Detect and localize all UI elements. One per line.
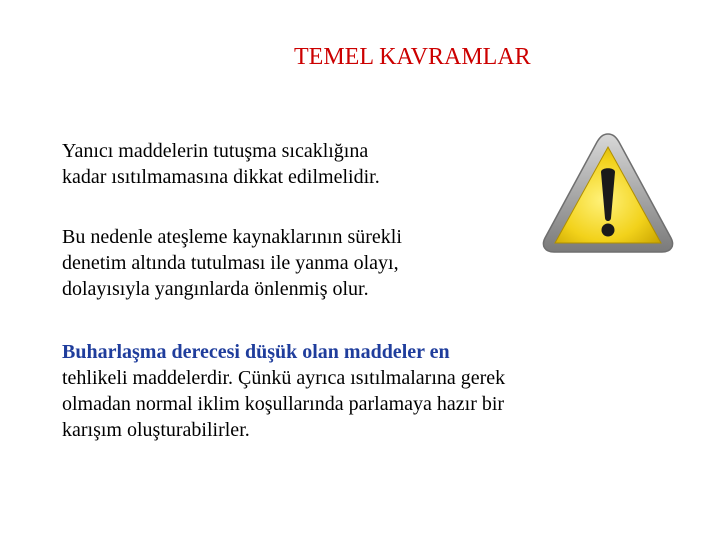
paragraph-ignition-temperature [62,138,380,190]
warning-triangle-icon [540,130,676,256]
paragraph-line: karışım oluşturabilirler. [62,419,250,441]
paragraph-line: dolayısıyla yangınlarda önlenmiş olur. [62,278,369,300]
paragraph-line: Yanıcı maddelerin tutuşma sıcaklığına [62,140,369,162]
paragraph-line: tehlikeli maddelerdir. Çünkü ayrıca ısıtılmalarına gerek [62,367,506,389]
paragraph-line: Bu nedenle ateşleme kaynaklarının sürekli [62,226,402,248]
paragraph-line: denetim altında tutulması ile yanma olayı, [62,252,399,274]
exclamation-dot [602,224,615,237]
paragraph-line: kadar ısıtılmamasına dikkat edilmelidir. [62,166,380,188]
paragraph-volatile-substances [62,339,505,443]
paragraph-ignition-sources [62,224,402,302]
page-title: TEMEL KAVRAMLAR [294,44,531,70]
paragraph-line: olmadan normal iklim koşullarında parlamaya hazır bir [62,393,505,415]
highlight-line: Buharlaşma derecesi düşük olan maddeler en [62,341,450,363]
